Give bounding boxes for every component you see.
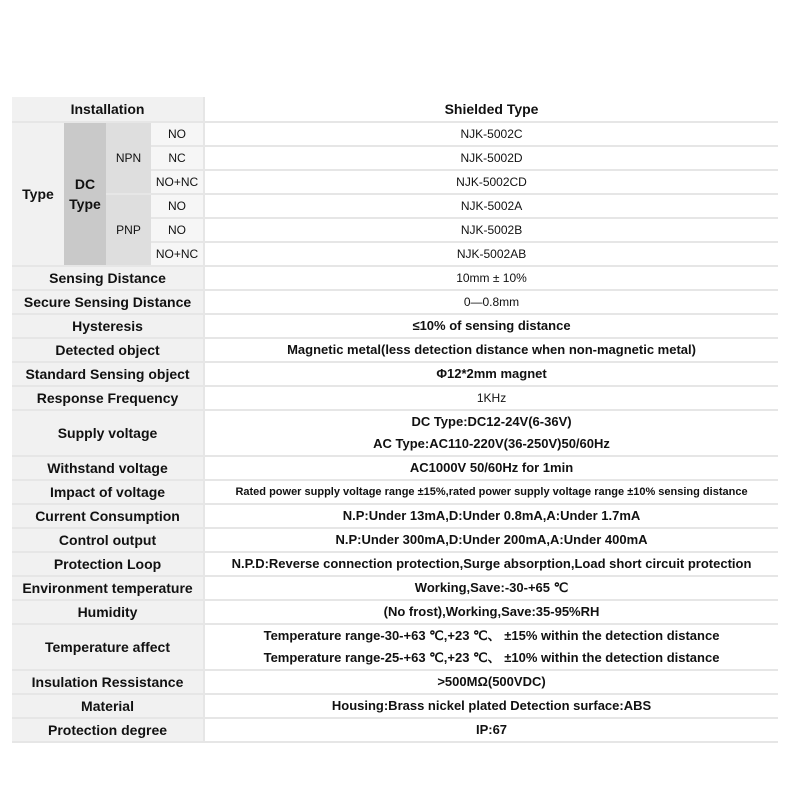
dc-type-label: DC Type: [64, 122, 106, 266]
spec-value-cell: [204, 528, 778, 552]
spec-label: Protection degree: [12, 718, 204, 742]
model-number: NJK-5002CD: [204, 170, 778, 194]
spec-row: [12, 480, 778, 504]
npn-label: NPN: [106, 122, 151, 194]
output-type: NO+NC: [151, 242, 204, 266]
spec-label: Insulation Ressistance: [12, 670, 204, 694]
model-number: NJK-5002B: [204, 218, 778, 242]
spec-value-cell: [204, 386, 778, 410]
spec-label: Sensing Distance: [12, 266, 204, 290]
spec-label: Material: [12, 694, 204, 718]
model-number: NJK-5002AB: [204, 242, 778, 266]
spec-value-cell: [204, 480, 778, 504]
spec-value-cell: [204, 718, 778, 742]
spec-label: Secure Sensing Distance: [12, 290, 204, 314]
spec-value-cell: [204, 456, 778, 480]
spec-value-cell: [204, 266, 778, 290]
spec-value-cell: [204, 314, 778, 338]
spec-value-cell: [204, 576, 778, 600]
model-number: NJK-5002D: [204, 146, 778, 170]
spec-row: [12, 528, 778, 552]
spec-label: Detected object: [12, 338, 204, 362]
spec-value: N.P.D:Reverse connection protection,Surge absorption,Load short circuit protection: [231, 556, 752, 571]
spec-value: AC Type:AC110-220V(36-250V)50/60Hz: [373, 436, 610, 451]
output-type: NO: [151, 218, 204, 242]
output-type: NO+NC: [151, 170, 204, 194]
spec-label: Withstand voltage: [12, 456, 204, 480]
spec-value: 10mm ± 10%: [456, 271, 527, 285]
spec-value-cell: [204, 504, 778, 528]
spec-value-cell: [204, 600, 778, 624]
spec-value: Rated power supply voltage range ±15%,rated power supply voltage range ±10% sensing distance: [235, 486, 748, 498]
spec-row: [12, 338, 778, 362]
spec-value: Housing:Brass nickel plated Detection surface:ABS: [331, 698, 652, 713]
spec-value: Φ12*2mm magnet: [436, 366, 547, 381]
header-row: [12, 97, 778, 122]
spec-value: >500MΩ(500VDC): [437, 674, 546, 689]
spec-row: [12, 314, 778, 338]
spec-label: Environment temperature: [12, 576, 204, 600]
spec-value-cell: [204, 670, 778, 694]
spec-label: Standard Sensing object: [12, 362, 204, 386]
spec-value-cell: [204, 290, 778, 314]
spec-value: N.P:Under 300mA,D:Under 200mA,A:Under 400mA: [335, 532, 648, 547]
spec-label: Control output: [12, 528, 204, 552]
model-number: NJK-5002A: [204, 194, 778, 218]
spec-value: N.P:Under 13mA,D:Under 0.8mA,A:Under 1.7mA: [342, 508, 641, 523]
spec-row: [12, 576, 778, 600]
spec-row: [12, 600, 778, 624]
spec-value-cell: [204, 552, 778, 576]
spec-row: [12, 362, 778, 386]
type-label: Type: [12, 122, 64, 266]
spec-label: Response Frequency: [12, 386, 204, 410]
spec-value: ≤10% of sensing distance: [412, 318, 571, 333]
spec-label: Temperature affect: [12, 624, 204, 670]
spec-row: [12, 290, 778, 314]
spec-row: [12, 694, 778, 718]
spec-value-cell: [204, 338, 778, 362]
spec-label: Impact of voltage: [12, 480, 204, 504]
spec-value: 1KHz: [476, 391, 507, 405]
spec-label: Hysteresis: [12, 314, 204, 338]
type-row: [12, 122, 778, 146]
spec-row: [12, 410, 778, 456]
spec-value: Temperature range-30-+63 ℃,+23 ℃、 ±15% within the detection distance: [263, 628, 720, 643]
spec-value-cell: [204, 362, 778, 386]
spec-row: [12, 504, 778, 528]
type-row: [12, 194, 778, 218]
spec-row: [12, 670, 778, 694]
spec-label: Current Consumption: [12, 504, 204, 528]
spec-value: IP:67: [475, 722, 508, 737]
spec-value: 0—0.8mm: [463, 295, 520, 309]
spec-row: [12, 266, 778, 290]
pnp-label: PNP: [106, 194, 151, 266]
spec-value: Temperature range-25-+63 ℃,+23 ℃、 ±10% within the detection distance: [263, 650, 720, 665]
spec-value-cell: [204, 694, 778, 718]
spec-value: AC1000V 50/60Hz for 1min: [409, 460, 574, 475]
spec-value: DC Type:DC12-24V(6-36V): [411, 414, 572, 429]
spec-label: Supply voltage: [12, 410, 204, 456]
spec-label: Protection Loop: [12, 552, 204, 576]
spec-value: (No frost),Working,Save:35-95%RH: [383, 604, 600, 619]
spec-row: [12, 718, 778, 742]
spec-row: [12, 456, 778, 480]
installation-header: Installation: [12, 97, 204, 122]
spec-value-cell: [204, 624, 778, 670]
spec-table: [12, 97, 778, 743]
spec-label: Humidity: [12, 600, 204, 624]
spec-row: [12, 386, 778, 410]
output-type: NO: [151, 122, 204, 146]
spec-value: Magnetic metal(less detection distance when non-magnetic metal): [287, 342, 696, 357]
spec-value: Working,Save:-30-+65 ℃: [414, 580, 569, 595]
model-number: NJK-5002C: [204, 122, 778, 146]
spec-value-cell: [204, 410, 778, 456]
spec-row: [12, 624, 778, 670]
spec-row: [12, 552, 778, 576]
output-type: NC: [151, 146, 204, 170]
shielded-type-header: Shielded Type: [204, 97, 778, 122]
output-type: NO: [151, 194, 204, 218]
